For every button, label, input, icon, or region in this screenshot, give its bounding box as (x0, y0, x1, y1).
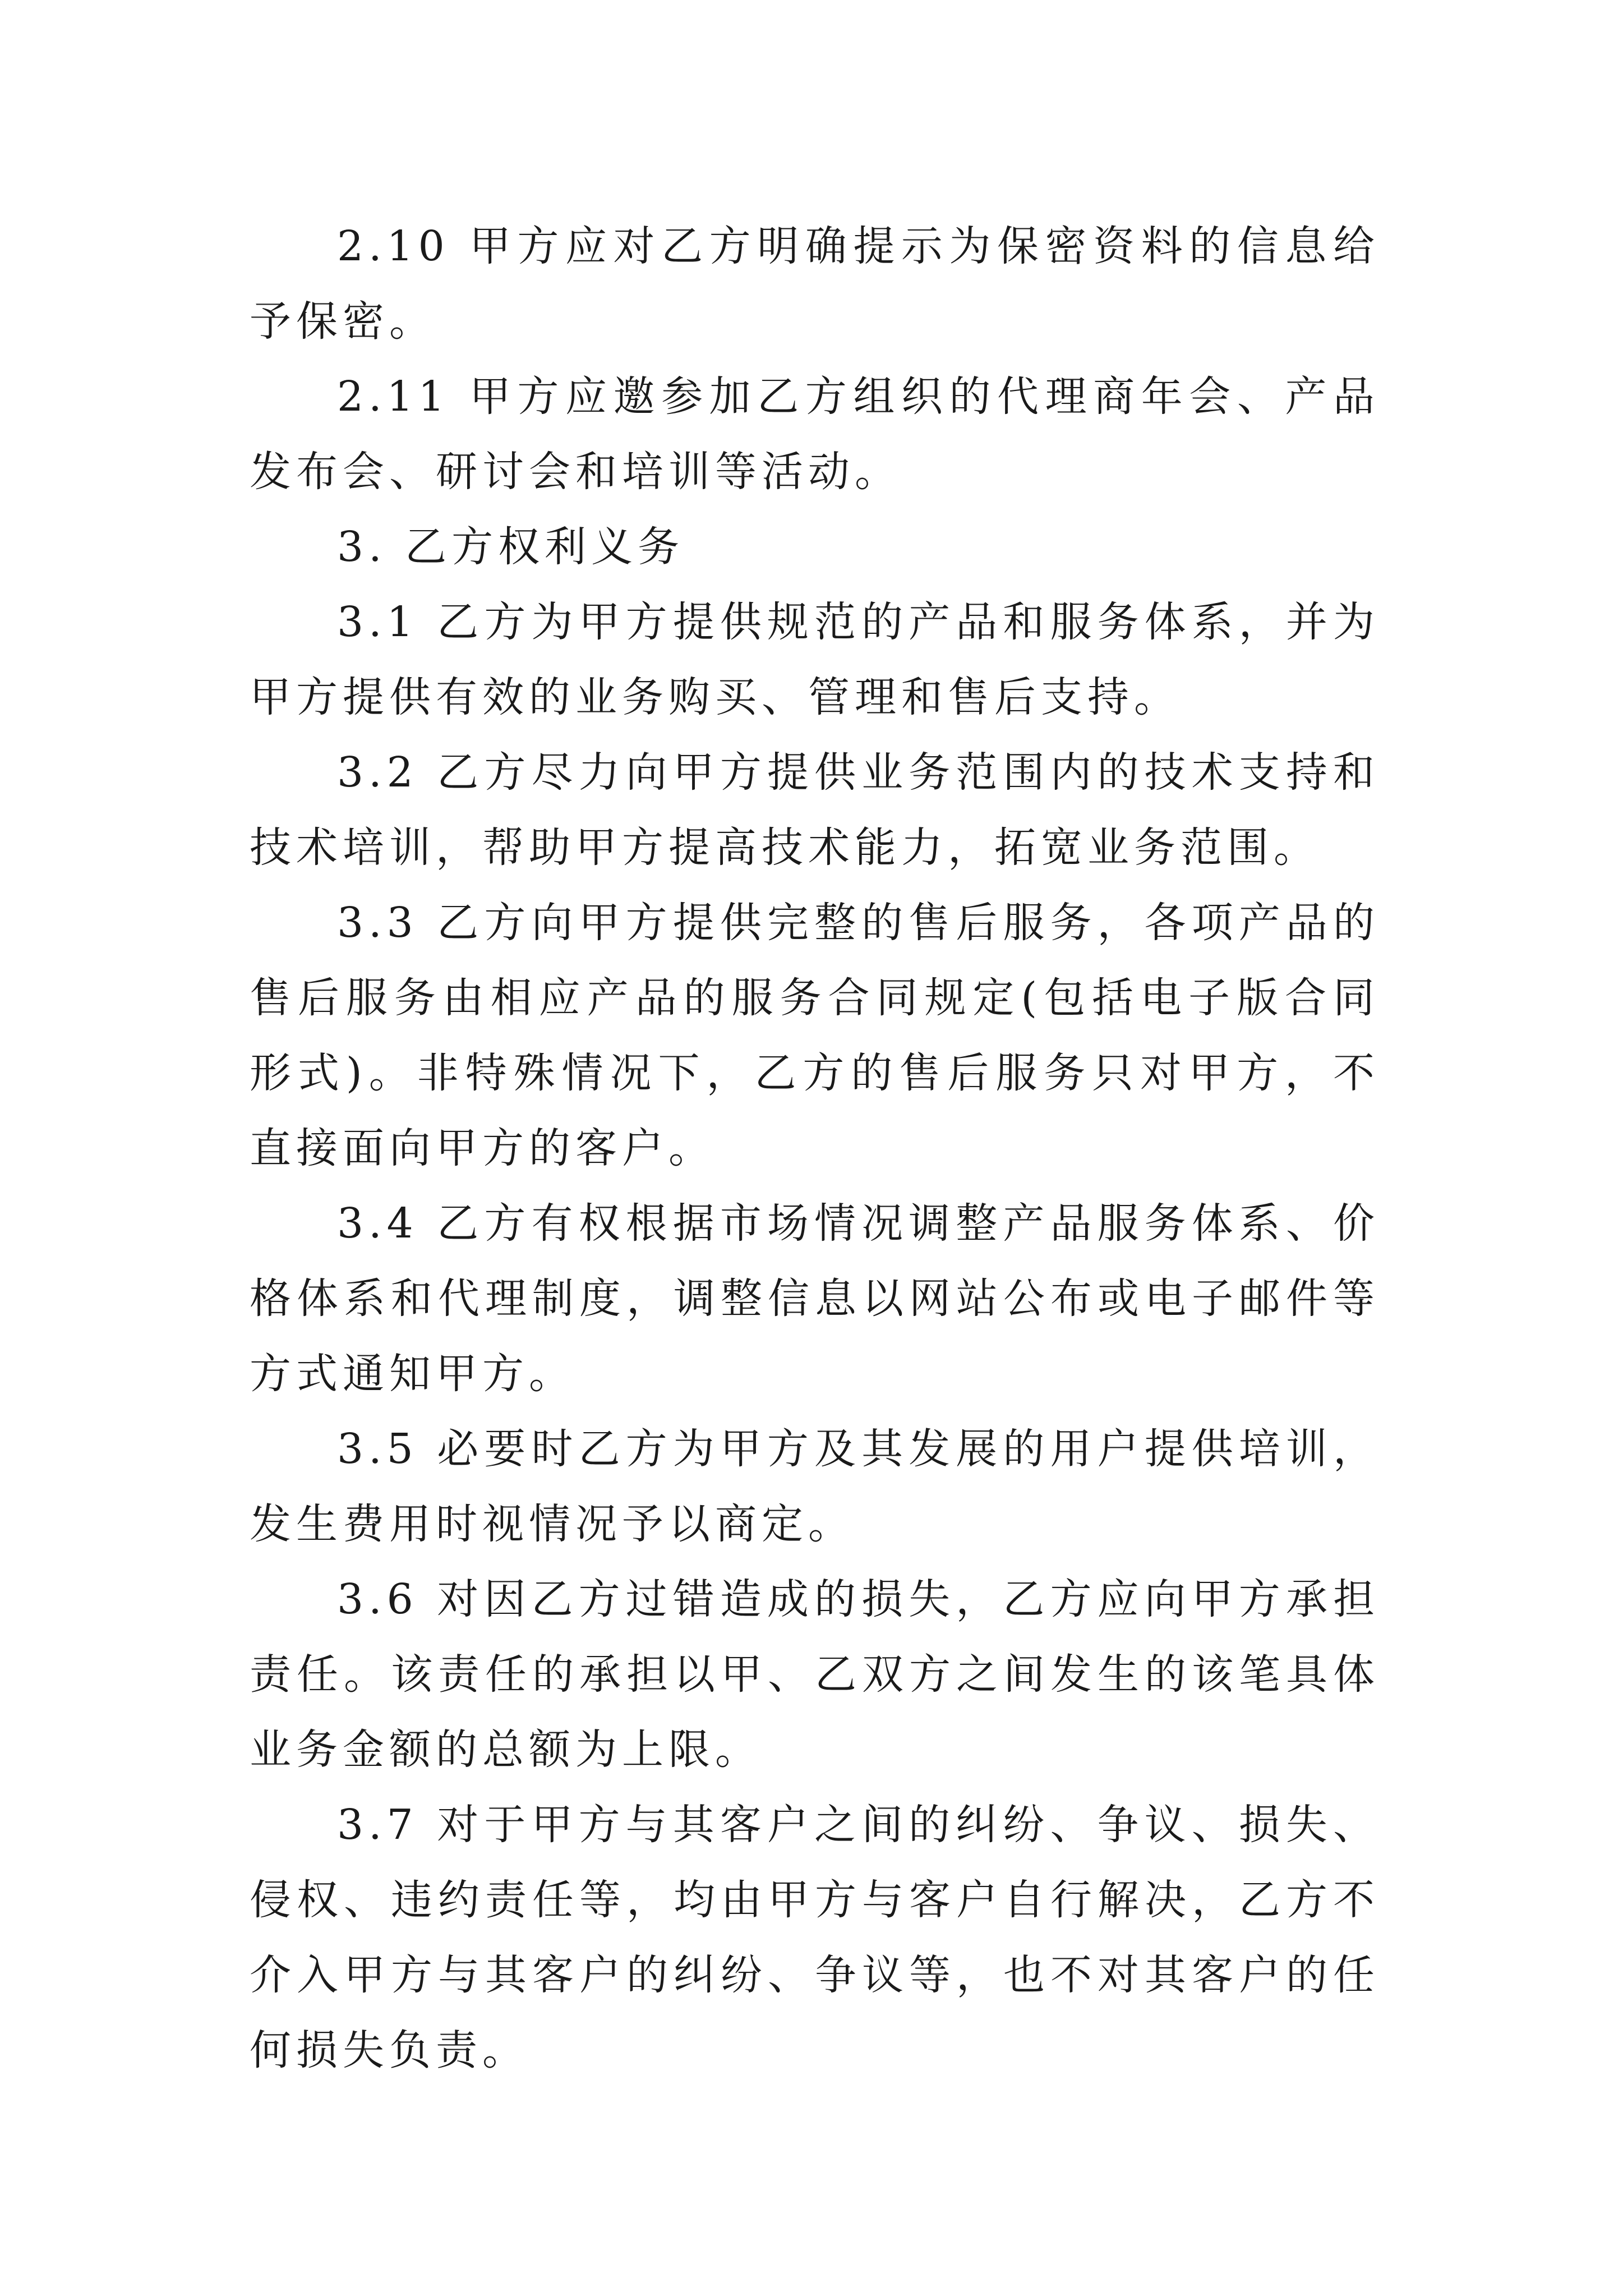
clause-3-4: 3.4 乙方有权根据市场情况调整产品服务体系、价格体系和代理制度，调整信息以网站公布或电子邮件等方式通知甲方。 (250, 1199, 1380, 1398)
clause-3-5: 3.5 必要时乙方为甲方及其发展的用户提供培训， 发生费用时视情况予以商定。 (250, 1425, 1380, 1548)
clause-2-11: 2.11 甲方应邀参加乙方组织的代理商年会、产品发布会、研讨会和培训等活动。 (250, 372, 1380, 496)
document-body (250, 209, 1380, 2088)
clause-2-10: 2.10 甲方应对乙方明确提示为保密资料的信息给予保密。 (250, 222, 1380, 346)
clause-3-3: 3.3 乙方向甲方提供完整的售后服务，各项产品的售后服务由相应产品的服务合同规定(包括电子版合同形式)。非特殊情况下，乙方的售后服务只对甲方，不直接面向甲方的客户。 (250, 899, 1380, 1172)
clause-3-1: 3.1 乙方为甲方提供规范的产品和服务体系，并为甲方提供有效的业务购买、管理和售后支持。 (250, 598, 1380, 721)
clause-3-7: 3.7 对于甲方与其客户之间的纠纷、争议、损失、侵权、违约责任等，均由甲方与客户自行解决，乙方不介入甲方与其客户的纠纷、争议等，也不对其客户的任何损失负责。 (250, 1801, 1380, 2074)
clause-3-6: 3.6 对因乙方过错造成的损失，乙方应向甲方承担责任。该责任的承担以甲、乙双方之间发生的该笔具体业务金额的总额为上限。 (250, 1575, 1380, 1774)
section-3-heading: 3. 乙方权利义务 (337, 523, 685, 571)
clause-3-2: 3.2 乙方尽力向甲方提供业务范围内的技术支持和技术培训，帮助甲方提高技术能力，拓宽业务范围。 (250, 748, 1380, 872)
